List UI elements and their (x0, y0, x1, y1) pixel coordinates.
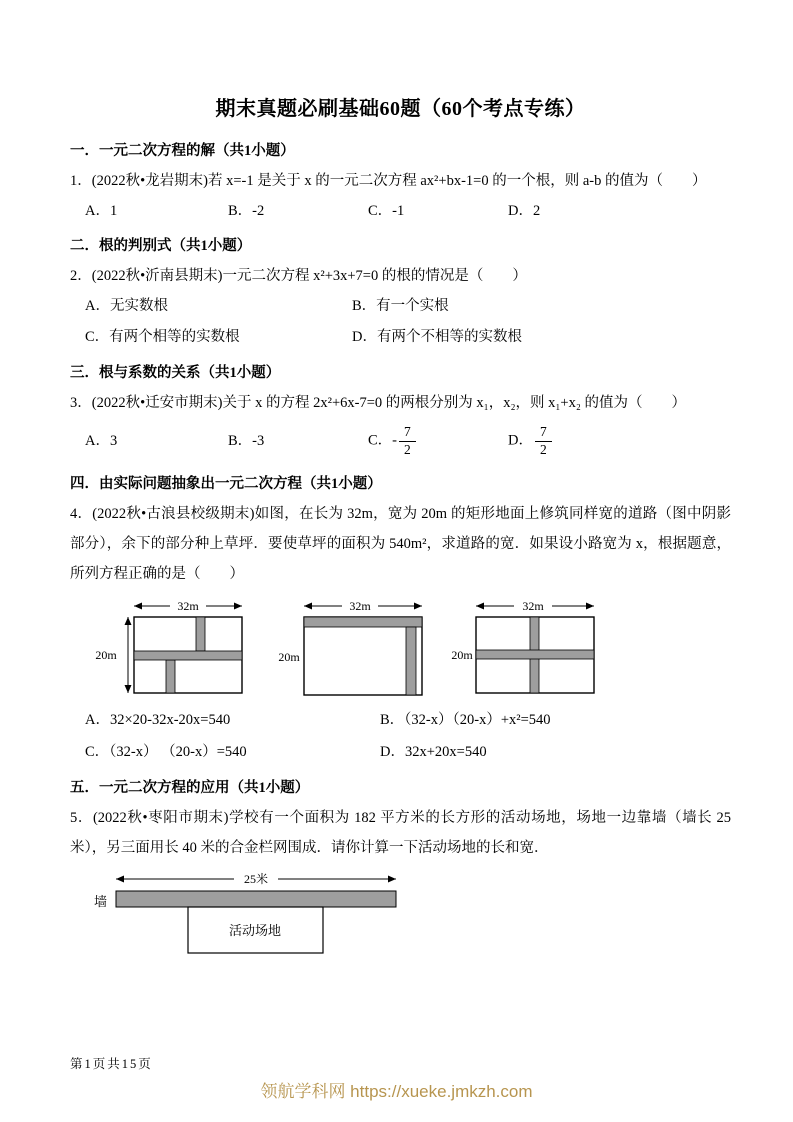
fraction-denominator: 2 (539, 441, 547, 457)
q2-option-a: A．无实数根 (85, 298, 168, 314)
fraction-numerator: 7 (399, 424, 416, 442)
fig3-height-label: 20m (451, 648, 473, 663)
q2-option-b: B．有一个实根 (352, 298, 449, 314)
q1-option-b: B．-2 (228, 203, 265, 219)
fig3-width-label: 32m (522, 599, 544, 614)
q4-option-d: D．32x+20x=540 (380, 743, 487, 760)
arrowhead-up-icon (125, 617, 132, 625)
road-vertical-bottom (166, 660, 175, 693)
q2-option-d: D．有两个不相等的实数根 (352, 329, 522, 346)
watermark-text: 领航学科网 https://xueke.jmkzh.com (260, 1082, 533, 1101)
question-2-text: 2．(2022秋•沂南县期末)一元二次方程 x²+3x+7=0 的根的情况是（ ） (70, 268, 527, 284)
section-2 (70, 232, 731, 353)
fig2-width-label: 32m (349, 599, 371, 614)
question-4-options (70, 705, 731, 767)
field-outline (304, 617, 422, 695)
fraction-numerator: 7 (535, 424, 552, 442)
figure-roads-cross (450, 597, 598, 701)
section-1 (70, 137, 731, 226)
question-3-text: 3．(2022秋•迁安市期末)关于 x 的方程 2x²+6x-7=0 的两根分别为 x₁，x₂，则 x₁+x₂ 的值为（ ） (70, 395, 687, 412)
q3-option-d (508, 424, 731, 459)
fraction-7-2 (399, 424, 416, 459)
section-3-heading: 三．根与系数的关系（共1小题） (70, 365, 281, 382)
section-4 (70, 470, 731, 767)
q3-option-c (368, 424, 508, 459)
arrowhead-left-icon (304, 603, 312, 610)
fig5-length-label: 25米 (243, 871, 269, 886)
road-horizontal-top (304, 617, 422, 627)
road-vertical-top (196, 617, 205, 651)
question-4-figures (84, 597, 731, 701)
q2-option-c: C．有两个相等的实数根 (85, 329, 240, 346)
figure-wall-playground (88, 869, 418, 965)
figure-roads-edge (276, 597, 426, 701)
q3-option-b: B．-3 (228, 433, 265, 450)
section-5-heading: 五．一元二次方程的应用（共1小题） (70, 779, 310, 796)
q1-option-d: D．2 (508, 203, 541, 219)
arrowhead-right-icon (414, 603, 422, 610)
arrowhead-right-icon (586, 603, 594, 610)
section-2-heading: 二．根的判别式（共1小题） (70, 238, 252, 254)
question-1-text: 1．(2022秋•龙岩期末)若 x=-1 是关于 x 的一元二次方程 ax²+bx-1=0 的一个根，则 a-b 的值为（ ） (70, 173, 707, 189)
q3-option-d-label: D． (508, 432, 533, 449)
page-title: 期末真题必刷基础60题（60个考点专练） (215, 98, 586, 120)
arrowhead-right-icon (388, 875, 396, 882)
section-1-heading: 一．一元二次方程的解（共1小题） (70, 143, 295, 159)
q3-option-a: A．3 (85, 433, 118, 450)
road-horizontal-center (476, 650, 594, 659)
road-horizontal (134, 651, 242, 660)
q1-option-a: A．1 (85, 203, 118, 219)
fig1-width-label: 32m (177, 599, 199, 614)
section-5 (70, 774, 731, 965)
fraction-denominator: 2 (404, 441, 411, 457)
question-4-text: 4．(2022秋•古浪县校级期末)如图，在长为 32m，宽为 20m 的矩形地面上修筑同样宽的道路（图中阴影部分），余下的部分种上草坪．要使草坪的面积为 540m²，求道路的宽．如果设小路宽为 x，根据题意，所列方程正确的是（ ） (70, 506, 731, 583)
fraction-7-2 (535, 424, 552, 459)
arrowhead-left-icon (116, 875, 124, 882)
fig5-wall-label: 墙 (94, 893, 108, 909)
question-2-options (70, 291, 731, 353)
wall-bar (116, 891, 396, 907)
arrowhead-right-icon (234, 603, 242, 610)
arrowhead-left-icon (476, 603, 484, 610)
fig2-height-label: 20m (278, 650, 300, 665)
arrowhead-down-icon (125, 685, 132, 693)
q4-option-c: C．（32-x） （20-x）=540 (85, 743, 247, 760)
arrowhead-left-icon (134, 603, 142, 610)
question-1-options (70, 196, 731, 226)
figure-roads-offset (84, 597, 252, 699)
road-vertical-right (406, 627, 416, 695)
q3-option-c-label: C．- (368, 432, 397, 449)
question-5-figure-wrap (88, 869, 731, 965)
q1-option-c: C．-1 (368, 203, 405, 219)
fig1-height-label: 20m (95, 648, 117, 663)
section-4-heading: 四．由实际问题抽象出一元二次方程（共1小题） (70, 476, 382, 493)
q4-option-a: A．32×20-32x-20x=540 (85, 712, 231, 729)
page-number: 第1页共15页 (70, 1057, 153, 1071)
q4-option-b: B．（32-x）（20-x）+x²=540 (380, 712, 551, 729)
question-5-text: 5．(2022秋•枣阳市期末)学校有一个面积为 182 平方米的长方形的活动场地，场地一边靠墙（墙长 25 米），另三面用长 40 米的合金栏网围成．请你计算一下活动场地的长和宽． (70, 809, 731, 856)
fig5-area-label: 活动场地 (228, 922, 282, 938)
section-3 (70, 359, 731, 464)
question-3-options (70, 418, 731, 464)
